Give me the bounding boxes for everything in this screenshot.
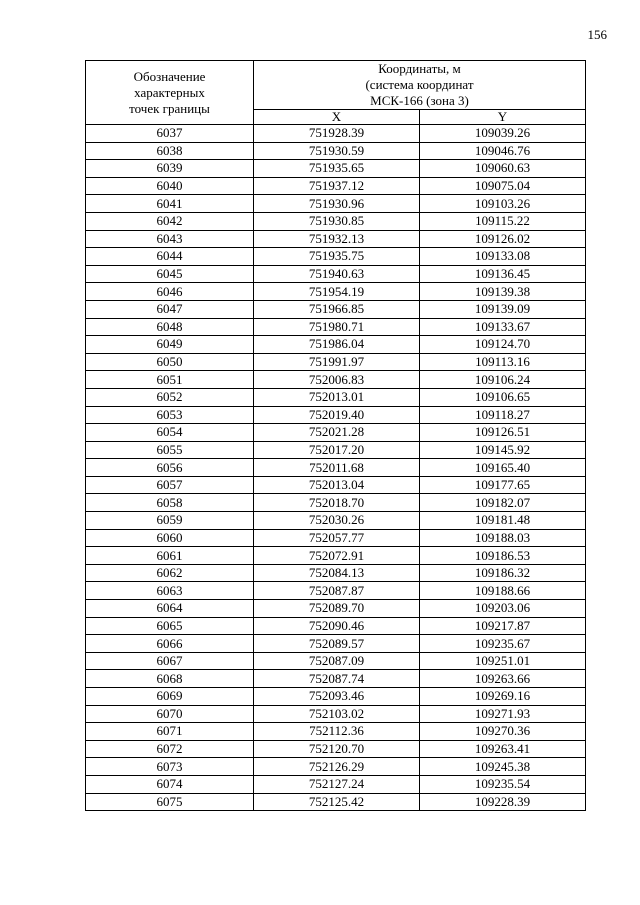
point-cell: 6049 [86, 336, 254, 354]
table-row [86, 758, 586, 776]
x-column-header: X [254, 110, 420, 125]
table-row [86, 582, 586, 600]
point-cell: 6041 [86, 195, 254, 213]
y-cell: 109046.76 [420, 142, 586, 160]
y-cell: 109060.63 [420, 160, 586, 178]
x-cell: 751928.39 [254, 125, 420, 143]
table-row [86, 195, 586, 213]
point-cell: 6051 [86, 371, 254, 389]
y-cell: 109136.45 [420, 265, 586, 283]
y-cell: 109203.06 [420, 600, 586, 618]
point-cell: 6058 [86, 494, 254, 512]
table-row [86, 441, 586, 459]
y-cell: 109271.93 [420, 705, 586, 723]
x-cell: 751986.04 [254, 336, 420, 354]
point-cell: 6068 [86, 670, 254, 688]
table-body [86, 125, 586, 811]
table-row [86, 652, 586, 670]
y-cell: 109118.27 [420, 406, 586, 424]
x-cell: 751940.63 [254, 265, 420, 283]
y-cell: 109075.04 [420, 177, 586, 195]
x-cell: 751980.71 [254, 318, 420, 336]
point-header-line: точек границы [129, 100, 210, 116]
point-cell: 6048 [86, 318, 254, 336]
y-cell: 109139.38 [420, 283, 586, 301]
x-cell: 752087.74 [254, 670, 420, 688]
point-cell: 6074 [86, 775, 254, 793]
coordinates-table [85, 60, 586, 811]
x-cell: 752013.01 [254, 388, 420, 406]
point-cell: 6042 [86, 212, 254, 230]
point-designation-header [86, 61, 254, 125]
y-cell: 109270.36 [420, 723, 586, 741]
x-cell: 752017.20 [254, 441, 420, 459]
point-cell: 6057 [86, 476, 254, 494]
x-cell: 752089.70 [254, 600, 420, 618]
point-cell: 6062 [86, 564, 254, 582]
point-cell: 6064 [86, 600, 254, 618]
x-cell: 752013.04 [254, 476, 420, 494]
y-cell: 109263.41 [420, 740, 586, 758]
y-cell: 109124.70 [420, 336, 586, 354]
table-row [86, 617, 586, 635]
x-cell: 752011.68 [254, 459, 420, 477]
y-cell: 109188.66 [420, 582, 586, 600]
y-cell: 109106.24 [420, 371, 586, 389]
y-cell: 109228.39 [420, 793, 586, 811]
table-row [86, 476, 586, 494]
y-cell: 109181.48 [420, 512, 586, 530]
x-cell: 752125.42 [254, 793, 420, 811]
y-cell: 109245.38 [420, 758, 586, 776]
x-cell: 751930.85 [254, 212, 420, 230]
table-row [86, 248, 586, 266]
table-row [86, 688, 586, 706]
y-cell: 109133.08 [420, 248, 586, 266]
table-row [86, 494, 586, 512]
y-cell: 109269.16 [420, 688, 586, 706]
table-row [86, 125, 586, 143]
x-cell: 752057.77 [254, 529, 420, 547]
y-cell: 109186.53 [420, 547, 586, 565]
point-cell: 6059 [86, 512, 254, 530]
coordinates-group-header [254, 61, 586, 110]
point-cell: 6054 [86, 424, 254, 442]
y-cell: 109186.32 [420, 564, 586, 582]
x-cell: 752019.40 [254, 406, 420, 424]
y-cell: 109106.65 [420, 388, 586, 406]
table-row [86, 600, 586, 618]
x-cell: 752120.70 [254, 740, 420, 758]
x-cell: 752089.57 [254, 635, 420, 653]
table-header [86, 61, 586, 125]
x-cell: 752030.26 [254, 512, 420, 530]
y-cell: 109133.67 [420, 318, 586, 336]
x-cell: 752018.70 [254, 494, 420, 512]
point-cell: 6045 [86, 265, 254, 283]
table-row [86, 265, 586, 283]
x-cell: 751935.65 [254, 160, 420, 178]
point-cell: 6052 [86, 388, 254, 406]
x-cell: 752090.46 [254, 617, 420, 635]
page-number: 156 [587, 27, 607, 42]
x-cell: 752021.28 [254, 424, 420, 442]
table-row [86, 564, 586, 582]
point-cell: 6070 [86, 705, 254, 723]
point-cell: 6050 [86, 353, 254, 371]
point-cell: 6053 [86, 406, 254, 424]
point-header-line: характерных [134, 84, 205, 100]
point-cell: 6040 [86, 177, 254, 195]
x-cell: 751930.96 [254, 195, 420, 213]
x-cell: 752084.13 [254, 564, 420, 582]
y-cell: 109177.65 [420, 476, 586, 494]
table-row [86, 177, 586, 195]
point-cell: 6061 [86, 547, 254, 565]
table-row [86, 230, 586, 248]
point-cell: 6043 [86, 230, 254, 248]
x-cell: 751991.97 [254, 353, 420, 371]
table-row [86, 705, 586, 723]
point-cell: 6075 [86, 793, 254, 811]
table-row [86, 424, 586, 442]
y-cell: 109235.54 [420, 775, 586, 793]
table-row [86, 529, 586, 547]
point-cell: 6066 [86, 635, 254, 653]
x-cell: 752126.29 [254, 758, 420, 776]
x-cell: 752093.46 [254, 688, 420, 706]
point-cell: 6073 [86, 758, 254, 776]
table-row [86, 793, 586, 811]
y-cell: 109188.03 [420, 529, 586, 547]
x-cell: 752112.36 [254, 723, 420, 741]
table-row [86, 300, 586, 318]
header-row-top [86, 61, 586, 110]
table-row [86, 353, 586, 371]
y-cell: 109217.87 [420, 617, 586, 635]
x-cell: 752072.91 [254, 547, 420, 565]
y-cell: 109235.67 [420, 635, 586, 653]
table-row [86, 547, 586, 565]
point-cell: 6055 [86, 441, 254, 459]
y-cell: 109039.26 [420, 125, 586, 143]
x-cell: 752006.83 [254, 371, 420, 389]
table-row [86, 512, 586, 530]
table-row [86, 212, 586, 230]
x-cell: 752087.87 [254, 582, 420, 600]
x-cell: 752087.09 [254, 652, 420, 670]
table-row [86, 336, 586, 354]
table-row [86, 142, 586, 160]
table-row [86, 723, 586, 741]
point-cell: 6056 [86, 459, 254, 477]
table-row [86, 670, 586, 688]
y-cell: 109182.07 [420, 494, 586, 512]
table-row [86, 388, 586, 406]
table-row [86, 160, 586, 178]
point-cell: 6047 [86, 300, 254, 318]
table-row [86, 459, 586, 477]
point-cell: 6065 [86, 617, 254, 635]
x-cell: 751932.13 [254, 230, 420, 248]
y-cell: 109251.01 [420, 652, 586, 670]
x-cell: 751930.59 [254, 142, 420, 160]
x-cell: 751966.85 [254, 300, 420, 318]
x-cell: 751954.19 [254, 283, 420, 301]
point-cell: 6037 [86, 125, 254, 143]
table-row [86, 283, 586, 301]
y-column-header: Y [420, 110, 586, 125]
table-row [86, 406, 586, 424]
coord-header-line: Координаты, м [378, 61, 461, 76]
point-cell: 6044 [86, 248, 254, 266]
table-row [86, 740, 586, 758]
table-row [86, 775, 586, 793]
coord-header-line: (система координат [365, 77, 474, 92]
y-cell: 109145.92 [420, 441, 586, 459]
x-cell: 751935.75 [254, 248, 420, 266]
y-cell: 109126.02 [420, 230, 586, 248]
x-cell: 752103.02 [254, 705, 420, 723]
y-cell: 109263.66 [420, 670, 586, 688]
y-cell: 109103.26 [420, 195, 586, 213]
y-cell: 109113.16 [420, 353, 586, 371]
y-cell: 109165.40 [420, 459, 586, 477]
point-cell: 6063 [86, 582, 254, 600]
y-cell: 109139.09 [420, 300, 586, 318]
point-cell: 6060 [86, 529, 254, 547]
point-cell: 6071 [86, 723, 254, 741]
table-row [86, 635, 586, 653]
x-cell: 752127.24 [254, 775, 420, 793]
point-cell: 6038 [86, 142, 254, 160]
point-cell: 6046 [86, 283, 254, 301]
y-cell: 109115.22 [420, 212, 586, 230]
table-row [86, 371, 586, 389]
y-cell: 109126.51 [420, 424, 586, 442]
point-cell: 6039 [86, 160, 254, 178]
point-cell: 6072 [86, 740, 254, 758]
point-header-line: Обозначение [133, 68, 206, 84]
coord-header-line: МСК-166 (зона 3) [370, 93, 469, 108]
point-cell: 6067 [86, 652, 254, 670]
table-row [86, 318, 586, 336]
point-cell: 6069 [86, 688, 254, 706]
x-cell: 751937.12 [254, 177, 420, 195]
